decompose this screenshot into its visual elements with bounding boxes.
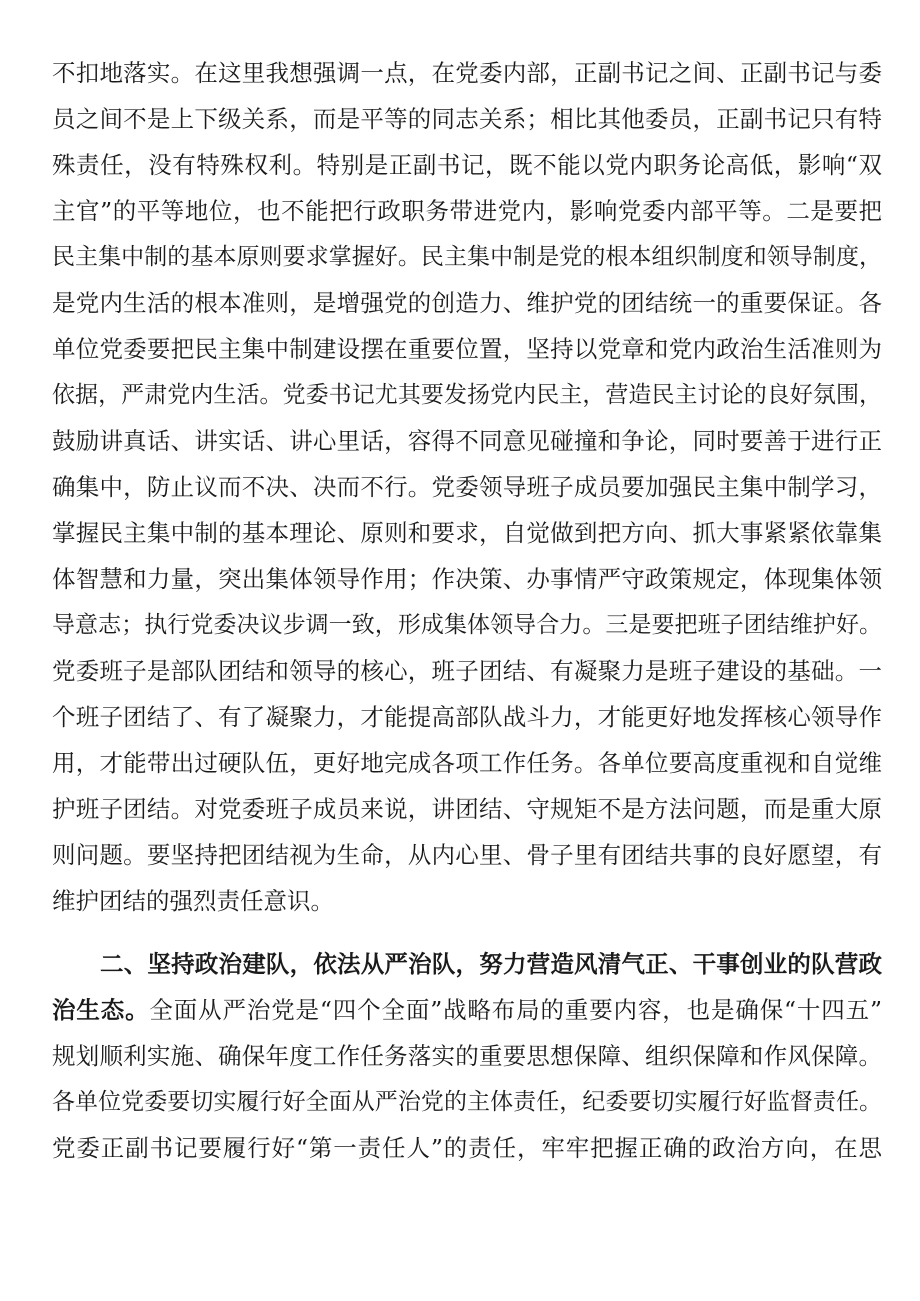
- section-heading-end: 治生态。: [52, 996, 150, 1024]
- text-line: 单位党委要把民主集中制建设摆在重要位置，坚持以党章和党内政治生活准则为: [52, 335, 882, 363]
- section-heading: 二、坚持政治建队，依法从严治队，努力营造风清气正、干事创业的队营政: [100, 950, 882, 978]
- text-line: 员之间不是上下级关系，而是平等的同志关系；相比其他委员，正副书记只有特: [52, 105, 882, 133]
- text-line: 民主集中制的基本原则要求掌握好。民主集中制是党的根本组织制度和领导制度，: [52, 244, 882, 270]
- text-line: 党委班子是部队团结和领导的核心，班子团结、有凝聚力是班子建设的基础。一: [52, 657, 882, 685]
- text-line: 则问题。要坚持把团结视为生命，从内心里、骨子里有团结共事的良好愿望，有: [52, 841, 882, 869]
- text-line: 是党内生活的根本准则，是增强党的创造力、维护党的团结统一的重要保证。各: [52, 289, 882, 317]
- text-line: 各单位党委要切实履行好全面从严治党的主体责任，纪委要切实履行好监督责任。: [52, 1089, 882, 1115]
- text-line: 掌握民主集中制的基本理论、原则和要求，自觉做到把方向、抓大事紧紧依靠集: [52, 519, 882, 547]
- text-line: 护班子团结。对党委班子成员来说，讲团结、守规矩不是方法问题，而是重大原: [52, 795, 882, 823]
- text-line: 党委正副书记要履行好“第一责任人”的责任，牢牢把握正确的政治方向，在思: [52, 1134, 882, 1162]
- text-line: 不扣地落实。在这里我想强调一点，在党委内部，正副书记之间、正副书记与委: [52, 59, 882, 87]
- text-line: 确集中，防止议而不决、决而不行。党委领导班子成员要加强民主集中制学习，: [52, 473, 882, 501]
- section-body-start: 全面从严治党是“四个全面”战略布局的重要内容，也是确保“十四五”: [149, 996, 882, 1024]
- text-line: 导意志；执行党委决议步调一致，形成集体领导合力。三是要把班子团结维护好。: [52, 612, 882, 638]
- text-line: 依据，严肃党内生活。党委书记尤其要发扬党内民主，营造民主讨论的良好氛围，: [52, 382, 882, 408]
- text-line: 规划顺利实施、确保年度工作任务落实的重要思想保障、组织保障和作风保障。: [52, 1042, 882, 1070]
- text-line: 鼓励讲真话、讲实话、讲心里话，容得不同意见碰撞和争论，同时要善于进行正: [52, 427, 882, 455]
- text-line: 维护团结的强烈责任意识。: [52, 887, 334, 915]
- text-line: 用，才能带出过硬队伍，更好地完成各项工作任务。各单位要高度重视和自觉维: [52, 749, 882, 777]
- text-line: 主官”的平等地位，也不能把行政职务带进党内，影响党委内部平等。二是要把: [52, 197, 882, 225]
- section-heading-continuation: [52, 995, 882, 1025]
- text-line: 体智慧和力量，突出集体领导作用；作决策、办事情严守政策规定，体现集体领: [52, 565, 882, 593]
- text-line: 个班子团结了、有了凝聚力，才能提高部队战斗力，才能更好地发挥核心领导作: [52, 703, 882, 731]
- text-line: 殊责任，没有特殊权利。特别是正副书记，既不能以党内职务论高低，影响“双: [52, 151, 882, 179]
